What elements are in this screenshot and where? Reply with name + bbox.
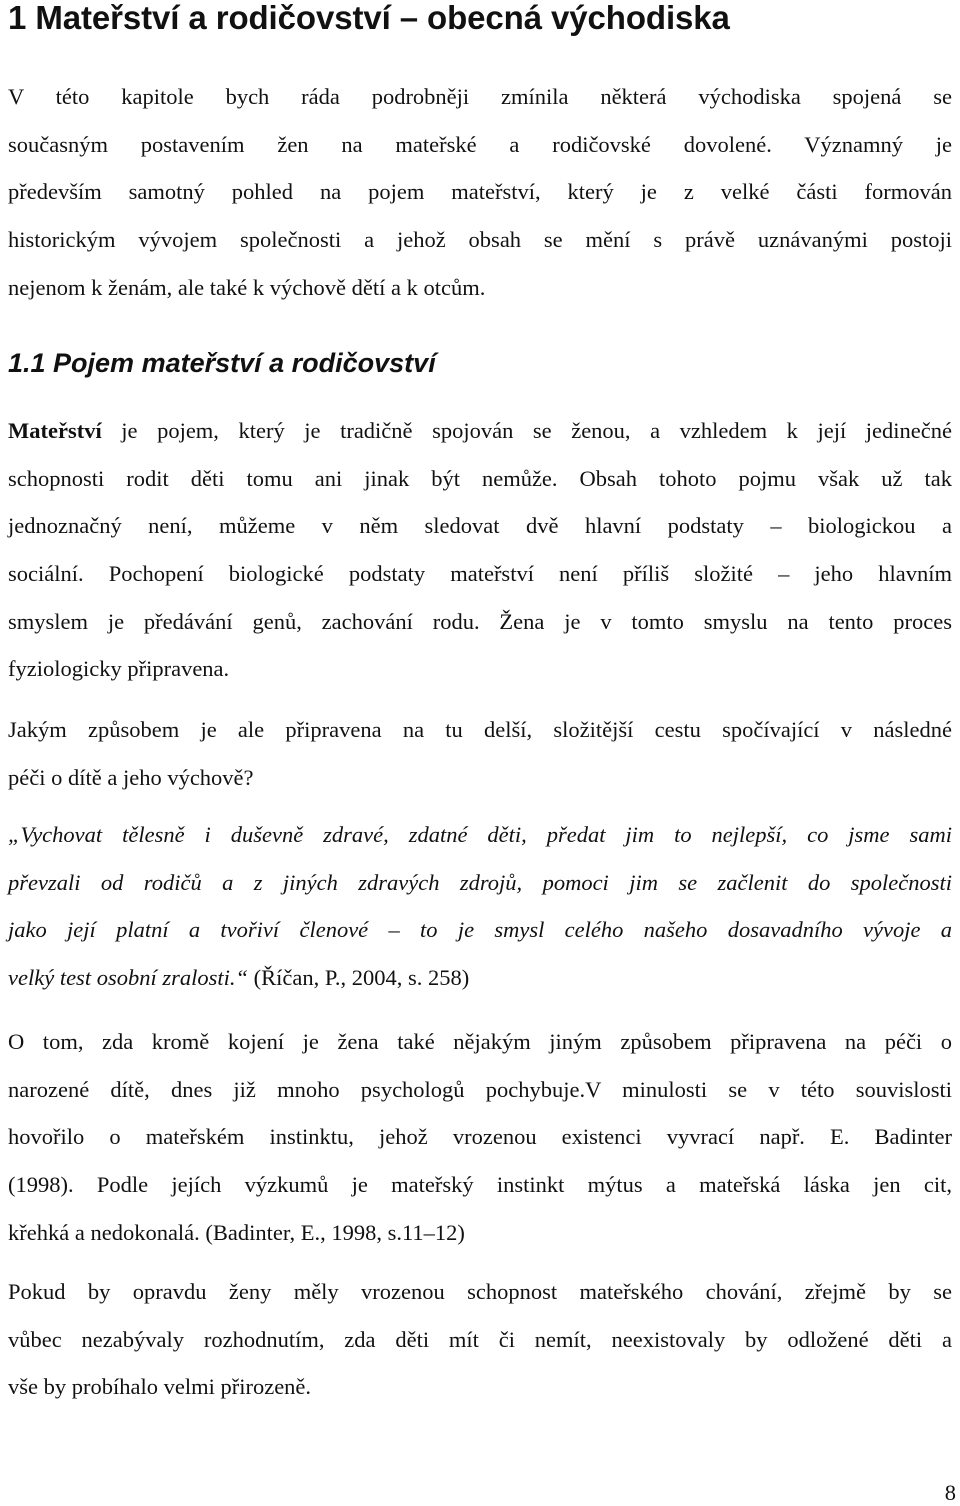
text-line: především samotný pohled na pojem mateřství, který je z velké části formován <box>8 179 952 205</box>
text-line: sociální. Pochopení biologické podstaty mateřství není příliš složité – jeho hlavním <box>8 561 952 587</box>
intro-paragraph <box>8 73 952 311</box>
text-line: jednoznačný není, můžeme v něm sledovat dvě hlavní podstaty – biologickou a <box>8 513 952 539</box>
text-line: hovořilo o mateřském instinktu, jehož vrozenou existenci vyvrací např. E. Badinter <box>8 1124 952 1150</box>
section-heading: 1.1 Pojem mateřství a rodičovství <box>8 348 436 378</box>
text-line: péči o dítě a jeho výchově? <box>8 764 254 790</box>
text-line: současným postavením žen na mateřské a rodičovské dovolené. Významný je <box>8 131 952 157</box>
text-run: je pojem, který je tradičně spojován se ženou, a vzhledem k její jedinečné <box>101 418 952 443</box>
quote-text: velký test osobní zralosti.“ <box>8 965 248 991</box>
text-line: V této kapitole bych ráda podrobněji zmínila některá východiska spojená se <box>8 84 952 109</box>
closing-paragraph <box>8 1268 952 1411</box>
text-line: smyslem je předávání genů, zachování rodu. Žena je v tomto smyslu na tento proces <box>8 608 952 634</box>
text-line: (1998). Podle jejích výzkumů je mateřský instinkt mýtus a mateřská láska jen cit, <box>8 1172 952 1198</box>
text-line: fyziologicky připravena. <box>8 656 230 682</box>
quote-line: jako její platní a tvořiví členové – to je smysl celého našeho dosavadního vývoje a <box>8 917 952 943</box>
text-line: O tom, zda kromě kojení je žena také nějakým jiným způsobem připravena na péči o <box>8 1029 952 1054</box>
text-line: vůbec nezabývaly rozhodnutím, zda děti mít či nemít, neexistovaly by odložené děti a <box>8 1326 952 1352</box>
chapter-heading: 1 Mateřství a rodičovství – obecná východiska <box>8 0 730 36</box>
text-line: historickým vývojem společnosti a jehož obsah se mění s právě uznávanými postoji <box>8 227 952 253</box>
text-line: křehká a nedokonalá. (Badinter, E., 1998, s.11–12) <box>8 1219 465 1245</box>
text-line: nejenom k ženám, ale také k výchově dětí a k otcům. <box>8 274 486 300</box>
text-line: vše by probíhalo velmi přirozeně. <box>8 1374 312 1400</box>
text-line <box>8 407 952 455</box>
text-line: Pokud by opravdu ženy měly vrozenou schopnost mateřského chování, zřejmě by se <box>8 1279 952 1304</box>
quote-line <box>8 954 952 1002</box>
question-paragraph <box>8 706 952 801</box>
term-bold: Mateřství <box>8 418 102 443</box>
quote-line: převzali od rodičů a z jiných zdravých zdrojů, pomoci jim se začlenit do společnosti <box>8 869 952 895</box>
text-line: Jakým způsobem je ale připravena na tu delší, složitější cestu spočívající v následné <box>8 717 952 742</box>
quote-paragraph <box>8 811 952 1002</box>
quote-line: „Vychovat tělesně i duševně zdravé, zdatné děti, předat jim to nejlepší, co jsme sami <box>8 822 952 847</box>
text-line: narozené dítě, dnes již mnoho psychologů pochybuje.V minulosti se v této souvislosti <box>8 1076 952 1102</box>
citation: (Říčan, P., 2004, s. 258) <box>248 965 470 991</box>
text-line: schopnosti rodit děti tomu ani jinak být nemůže. Obsah tohoto pojmu však už tak <box>8 465 952 491</box>
page-number: 8 <box>944 1480 956 1505</box>
instinct-paragraph <box>8 1018 952 1256</box>
definition-paragraph <box>8 407 952 693</box>
